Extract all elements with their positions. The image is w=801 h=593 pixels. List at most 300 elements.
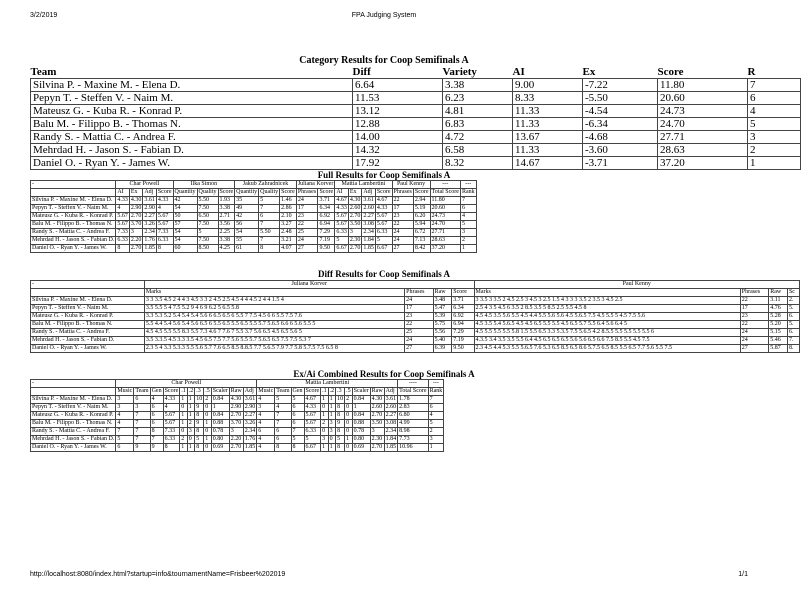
- column-header: Gen: [151, 388, 162, 394]
- value-cell: 1.76: [244, 436, 256, 442]
- value-cell: 7.50: [197, 237, 218, 245]
- value-cell: 3.26: [244, 420, 256, 426]
- table-row: [31, 221, 477, 229]
- value-cell: 24: [392, 229, 413, 237]
- table-row: [31, 205, 477, 213]
- judge-header: Paul Kenny: [392, 181, 430, 189]
- table-row: [31, 337, 800, 345]
- column-header: Score: [319, 189, 334, 195]
- judge-header: ---: [428, 380, 444, 388]
- value-cell: 14.32: [353, 144, 443, 157]
- value-cell: 3.3 5.3 5.2 5.4 5.4 5.4 5.6 6 6.5 6.5 6 5.5 7 7.5 4.5 6 6 5.5 7.5 7.6: [144, 313, 404, 321]
- value-cell: 6: [134, 396, 150, 404]
- value-cell: 23: [296, 213, 318, 221]
- value-cell: 0.69: [211, 444, 229, 452]
- value-cell: 2.70: [230, 412, 242, 418]
- value-cell: 2.71: [218, 213, 235, 221]
- value-cell: 2.10: [280, 213, 297, 221]
- judge-header: Juliana Korver: [297, 181, 334, 187]
- value-cell: 4.30: [371, 396, 383, 402]
- value-cell: 6.33: [156, 237, 173, 245]
- column-header: Raw: [769, 289, 788, 297]
- table-row: [31, 396, 444, 404]
- value-cell: 6: [116, 444, 134, 452]
- value-cell: 8: [116, 245, 130, 253]
- value-cell: 2: [460, 237, 476, 245]
- value-cell: 6.80: [398, 412, 428, 420]
- value-cell: 1: [460, 245, 476, 253]
- value-cell: 0: [321, 404, 329, 412]
- value-cell: 22: [740, 321, 768, 329]
- column-header: Ex: [583, 66, 658, 79]
- value-cell: 0: [345, 444, 353, 452]
- value-cell: 6.58: [443, 144, 513, 157]
- value-cell: 6.67: [304, 444, 321, 452]
- column-header: Adj: [243, 388, 257, 396]
- value-cell: 54: [173, 205, 197, 213]
- value-cell: 7.29: [318, 229, 335, 237]
- blank-cell: [31, 388, 116, 396]
- value-cell: 5: [375, 237, 392, 245]
- judge-header: Char Powell: [116, 380, 257, 388]
- column-header: Quality: [260, 189, 279, 195]
- value-cell: 2.: [787, 297, 799, 305]
- column-header: Diff: [353, 66, 443, 79]
- value-cell: 2.94: [413, 197, 430, 205]
- team-name-cell: Mehrdad H. - Jason S. - Fabian D.: [32, 436, 115, 442]
- value-cell: 5: [748, 118, 801, 131]
- column-header: Marks: [144, 289, 404, 297]
- value-cell: 3: [348, 229, 362, 237]
- value-cell: 0: [204, 444, 212, 452]
- table-row: [31, 321, 800, 329]
- value-cell: 1.84: [363, 237, 374, 243]
- value-cell: 24.73: [658, 105, 748, 118]
- value-cell: 0: [204, 404, 212, 412]
- value-cell: 1: [428, 444, 444, 452]
- table-row: [31, 105, 801, 118]
- judge-header: Mattia Lambertini: [335, 181, 392, 189]
- value-cell: 0.84: [211, 396, 229, 404]
- judge-header: Paul Kenny: [474, 281, 799, 289]
- value-cell: 2: [204, 396, 212, 404]
- value-cell: 2.3 4.5 4.4 5.3 5.5 5.6.5 7.6 5.3 6.5 8.5 6.5 8.6 5.7.5 6.5 8.5 5.5 6.5 7.7 5.6 5.5 7.5: [474, 345, 740, 353]
- value-cell: 61: [235, 245, 259, 253]
- value-cell: 27: [296, 245, 318, 253]
- value-cell: 1: [204, 436, 212, 444]
- value-cell: 6: [291, 404, 304, 412]
- value-cell: 27: [405, 345, 433, 353]
- full-results-title: Full Results for Coop Semifinals A: [317, 170, 451, 180]
- value-cell: 22: [392, 221, 413, 229]
- value-cell: 4: [150, 396, 163, 404]
- team-name-cell: Silvina P. - Maxine M. - Elena D.: [31, 396, 116, 404]
- value-cell: 6.34: [318, 205, 335, 213]
- value-cell: 5: [304, 436, 321, 444]
- value-cell: 10: [196, 396, 203, 402]
- team-name-cell: Pepyn T. - Steffen V. - Naim M.: [31, 92, 353, 105]
- value-cell: 3.21: [280, 237, 297, 245]
- value-cell: 5.5 4.4 5.4 5.6 5.4 5.6 6.5 6 5.5 6.5 5.5 6.5 5.5 5.7 5.6.5 6.6 6 5.6 5.5 5: [144, 321, 404, 329]
- value-cell: 3.11: [769, 297, 788, 305]
- team-name-cell: Mateusz G. - Kuba R. - Konrad P.: [31, 105, 353, 118]
- value-cell: 3 3.5 3 3.5 2 4.5 2.5 3 4.5 3 2.5 1.5 4 3 3 3 3.5 2 3.5 3 4.5 2.5: [474, 297, 740, 305]
- value-cell: 2.90: [244, 404, 256, 410]
- value-cell: 8: [291, 444, 304, 452]
- column-header: Total Score: [431, 189, 459, 195]
- table-row: [31, 157, 801, 170]
- value-cell: 2.90: [230, 404, 242, 410]
- value-cell: 4.33: [163, 396, 180, 404]
- column-header: Sc: [787, 289, 799, 297]
- blank-cell: [31, 189, 116, 197]
- value-cell: 3.27: [280, 221, 297, 229]
- value-cell: 1.85: [385, 444, 397, 450]
- value-cell: 6.34: [452, 305, 474, 313]
- value-cell: 5.47: [433, 305, 452, 313]
- value-cell: 1: [180, 412, 188, 420]
- value-cell: 23: [405, 313, 433, 321]
- value-cell: 3.71: [452, 297, 474, 305]
- value-cell: 3: [328, 420, 336, 428]
- value-cell: 6.33: [163, 436, 180, 444]
- value-cell: 11.33: [513, 144, 583, 157]
- value-cell: 0: [187, 436, 195, 444]
- value-cell: 3: [748, 131, 801, 144]
- value-cell: 10.96: [398, 444, 428, 452]
- category-results-title: Category Results for Coop Semifinals A: [299, 55, 469, 66]
- value-cell: 5: [259, 197, 280, 205]
- exai-results-title: Ex/Ai Combined Results for Coop Semifinals A: [293, 369, 475, 379]
- table-row: [31, 131, 801, 144]
- value-cell: 6.50: [197, 213, 218, 221]
- judge-header: Jakub Zahradnicek: [235, 181, 297, 189]
- value-cell: 1: [321, 412, 329, 420]
- column-header: Music: [258, 388, 274, 394]
- value-cell: 7.29: [452, 329, 474, 337]
- table-row: [31, 444, 444, 452]
- value-cell: 8: [163, 444, 180, 452]
- value-cell: 22: [296, 221, 318, 229]
- value-cell: 0.84: [211, 412, 229, 420]
- value-cell: 3.08: [363, 221, 374, 227]
- value-cell: 1.85: [363, 245, 374, 251]
- value-cell: 5.50: [197, 197, 218, 205]
- value-cell: 5.67: [336, 221, 347, 227]
- value-cell: 7.13: [413, 237, 430, 245]
- value-cell: 24.73: [430, 213, 460, 221]
- value-cell: 8: [195, 412, 204, 420]
- value-cell: 3.08: [385, 420, 397, 426]
- value-cell: 4: [257, 436, 275, 444]
- value-cell: 14.00: [353, 131, 443, 144]
- value-cell: 6: [257, 428, 275, 436]
- team-name-cell: Balu M. - Filippo B. - Thomas N.: [31, 118, 353, 131]
- value-cell: 8.42: [413, 245, 430, 253]
- value-cell: 0.88: [352, 420, 370, 428]
- value-cell: 1: [748, 157, 801, 170]
- column-header: Quantity: [174, 189, 196, 195]
- value-cell: 5.67: [375, 221, 392, 229]
- value-cell: 2: [180, 436, 188, 444]
- value-cell: 0: [345, 428, 353, 436]
- column-header: Raw: [230, 388, 242, 394]
- value-cell: 24: [392, 237, 413, 245]
- value-cell: 9.50: [452, 345, 474, 353]
- value-cell: -6.34: [583, 118, 658, 131]
- value-cell: 7.33: [117, 229, 128, 235]
- value-cell: 5.28: [769, 313, 788, 321]
- value-cell: 24: [296, 237, 318, 245]
- value-cell: 2.90: [144, 205, 155, 211]
- table-row: [31, 237, 477, 245]
- value-cell: 56: [235, 221, 259, 229]
- column-header: Score: [164, 388, 179, 394]
- team-name-cell: Mateusz G. - Kuba R. - Konrad P.: [31, 412, 116, 420]
- table-row: [31, 144, 801, 157]
- value-cell: 20.60: [658, 92, 748, 105]
- value-cell: 6: [150, 420, 163, 428]
- column-header: Adj: [143, 189, 157, 197]
- value-cell: 8: [336, 404, 345, 412]
- value-cell: 24.70: [658, 118, 748, 131]
- value-cell: 5: [460, 221, 476, 229]
- value-cell: 0.78: [352, 428, 370, 436]
- value-cell: -5.50: [583, 92, 658, 105]
- value-cell: 7: [259, 237, 280, 245]
- column-header: Phrases: [393, 189, 412, 195]
- value-cell: 4.67: [304, 396, 321, 404]
- column-header: .2: [329, 388, 335, 394]
- table-row: [31, 345, 800, 353]
- value-cell: 6: [275, 428, 291, 436]
- value-cell: 4.5 4.5 5.5 5.5 8.3 5.5 7.3 4.6 7 7.6 7 5.5 3.7 5.6 6.5 4.5 6.5 5.6 5: [144, 329, 404, 337]
- value-cell: 28.63: [430, 237, 460, 245]
- value-cell: 5: [428, 420, 444, 428]
- value-cell: 1: [211, 404, 229, 412]
- value-cell: 2.70: [371, 444, 383, 450]
- column-header: Raw: [433, 289, 452, 297]
- value-cell: 9: [195, 420, 204, 428]
- column-header: Music: [117, 388, 133, 394]
- column-header: Score: [157, 189, 172, 195]
- value-cell: 1: [328, 412, 336, 420]
- value-cell: 5.67: [117, 221, 128, 227]
- value-cell: 0: [180, 428, 188, 436]
- table-row: [31, 313, 800, 321]
- team-name-cell: Pepyn T. - Steffen V. - Naim M.: [31, 404, 116, 412]
- value-cell: 3: [321, 436, 329, 444]
- value-cell: 2.70: [371, 412, 383, 418]
- value-cell: 5.: [787, 305, 799, 313]
- value-cell: 5.: [787, 321, 799, 329]
- value-cell: 3.5 3.3.5 4.5 3.3 3.5 4.5 6.5 7.5 7.7 5.6 5.5 5.7 5.6.5 6.5 7.5 7.5 5.3 7: [144, 337, 404, 345]
- column-header: Score: [376, 189, 391, 195]
- value-cell: 3.70: [130, 221, 142, 227]
- column-header: Variety: [443, 66, 513, 79]
- value-cell: 7.50: [197, 205, 218, 213]
- value-cell: 9: [134, 444, 150, 452]
- value-cell: 6.64: [353, 79, 443, 92]
- value-cell: 13.12: [353, 105, 443, 118]
- value-cell: 1.84: [385, 436, 397, 442]
- team-name-cell: Mateusz G. - Kuba R. - Konrad P.: [31, 313, 145, 321]
- value-cell: 5.40: [433, 337, 452, 345]
- value-cell: 5.87: [769, 345, 788, 353]
- value-cell: 3.38: [443, 79, 513, 92]
- value-cell: 7: [275, 412, 291, 420]
- value-cell: 20.60: [430, 205, 460, 213]
- value-cell: 2: [748, 144, 801, 157]
- value-cell: 27: [392, 245, 413, 253]
- value-cell: 8.33: [513, 92, 583, 105]
- full-results-table: [30, 180, 477, 253]
- value-cell: 5.67: [304, 420, 321, 428]
- table-row: [31, 118, 801, 131]
- value-cell: 1: [204, 420, 212, 428]
- value-cell: 6.67: [375, 245, 392, 253]
- value-cell: 0: [328, 436, 336, 444]
- value-cell: 5.67: [163, 420, 180, 428]
- team-name-cell: Daniel O. - Ryan Y. - James W.: [31, 345, 145, 353]
- value-cell: 6.23: [443, 92, 513, 105]
- value-cell: 7: [259, 205, 280, 213]
- value-cell: 3.50: [371, 420, 383, 426]
- value-cell: 0.80: [352, 436, 370, 444]
- value-cell: 23: [392, 213, 413, 221]
- value-cell: 6.33: [375, 229, 392, 237]
- corner-cell: -: [31, 181, 116, 189]
- value-cell: 2.70: [349, 245, 361, 251]
- value-cell: 4.5 3.5 5.4 5.6.5 4.5 4.5 6.5 5.5 5.5 4.5 6.5 5.7 5.5 6.4 5.6 6.4 5: [474, 321, 740, 329]
- table-row: [31, 229, 477, 237]
- value-cell: 6: [748, 92, 801, 105]
- value-cell: 3: [328, 428, 336, 436]
- value-cell: 2.90: [130, 205, 142, 211]
- value-cell: 3: [460, 229, 476, 237]
- value-cell: 2.25: [218, 229, 235, 237]
- value-cell: 5: [335, 237, 349, 245]
- team-name-cell: Randy S. - Mattia C. - Andrea F.: [31, 131, 353, 144]
- value-cell: 2.34: [363, 229, 374, 235]
- value-cell: 6: [291, 420, 304, 428]
- value-cell: 3: [229, 428, 243, 436]
- value-cell: 6.20: [413, 213, 430, 221]
- team-name-cell: Silvina P. - Maxine M. - Elena D.: [31, 297, 145, 305]
- value-cell: 7.19: [318, 237, 335, 245]
- value-cell: 2.27: [144, 213, 155, 219]
- value-cell: 5: [195, 436, 204, 444]
- value-cell: 11.80: [430, 197, 460, 205]
- value-cell: 2.30: [349, 237, 361, 243]
- value-cell: 8: [275, 444, 291, 452]
- table-row: [31, 404, 444, 412]
- value-cell: 7: [291, 428, 304, 436]
- value-cell: 37.20: [658, 157, 748, 170]
- value-cell: 2.60: [371, 404, 383, 410]
- value-cell: 22: [740, 297, 768, 305]
- value-cell: 3.61: [363, 197, 374, 203]
- value-cell: 2.70: [349, 213, 361, 219]
- value-cell: 3: [134, 404, 150, 412]
- team-name-cell: Silvina P. - Maxine M. - Elena D.: [31, 79, 353, 92]
- value-cell: 8: [195, 444, 204, 452]
- value-cell: 9: [195, 404, 204, 412]
- value-cell: 6.72: [413, 229, 430, 237]
- value-cell: 3.38: [218, 205, 235, 213]
- value-cell: 4: [428, 412, 444, 420]
- column-header: Phrases: [740, 289, 768, 297]
- column-header: Rank: [461, 189, 475, 195]
- column-header: Total Score: [399, 388, 427, 394]
- value-cell: 4: [163, 404, 180, 412]
- value-cell: 4: [275, 404, 291, 412]
- value-cell: 6.33: [304, 428, 321, 436]
- team-name-cell: Pepyn T. - Steffen V. - Naim M.: [31, 305, 145, 313]
- value-cell: 11.53: [353, 92, 443, 105]
- value-cell: 4.30: [230, 396, 242, 402]
- value-cell: 17: [740, 305, 768, 313]
- print-title: FPA Judging System: [351, 12, 417, 19]
- table-row: [31, 79, 801, 92]
- value-cell: 12.88: [353, 118, 443, 131]
- table-row: [31, 245, 477, 253]
- value-cell: 1: [187, 444, 195, 452]
- value-cell: 8: [336, 428, 345, 436]
- value-cell: 4.30: [349, 197, 361, 203]
- value-cell: 1.93: [218, 197, 235, 205]
- value-cell: 42: [173, 197, 197, 205]
- value-cell: 4.99: [398, 420, 428, 428]
- exai-results-table-wrap: [30, 379, 748, 469]
- value-cell: 4.33: [156, 197, 173, 205]
- value-cell: 5.67: [163, 412, 180, 420]
- judge-header: Ilka Simon: [173, 181, 235, 189]
- value-cell: 54: [173, 237, 197, 245]
- value-cell: 0.84: [352, 396, 370, 404]
- value-cell: 8.98: [398, 428, 428, 436]
- value-cell: 7: [259, 221, 280, 229]
- value-cell: 7.19: [452, 337, 474, 345]
- team-name-cell: Balu M. - Filippo B. - Thomas N.: [31, 221, 116, 229]
- value-cell: 2.83: [398, 404, 428, 412]
- value-cell: 6: [150, 412, 163, 420]
- value-cell: 4.07: [280, 245, 297, 253]
- value-cell: 7.50: [197, 221, 218, 229]
- value-cell: 0: [321, 428, 329, 436]
- value-cell: 5: [275, 396, 291, 404]
- value-cell: 4.76: [769, 305, 788, 313]
- value-cell: 2.48: [280, 229, 297, 237]
- value-cell: 4.5 5.5 5.5 5.5 5.8 1.5 5.5 6.5 3.3 5.3.5 7.5 5.6.5 4.2 8.5.5 5.5 5.5 5.5 5.5 6: [474, 329, 740, 337]
- value-cell: 6.67: [336, 245, 347, 251]
- value-cell: 0: [345, 404, 353, 412]
- value-cell: 6.83: [443, 118, 513, 131]
- column-header: Ex: [348, 189, 362, 197]
- value-cell: 6: [275, 436, 291, 444]
- value-cell: 7: [460, 197, 476, 205]
- column-header: Score: [452, 289, 474, 297]
- value-cell: 35: [235, 197, 259, 205]
- value-cell: 9.00: [513, 79, 583, 92]
- value-cell: 3.71: [318, 197, 335, 205]
- value-cell: 3.61: [244, 396, 256, 402]
- value-cell: 5.56: [433, 329, 452, 337]
- value-cell: 3.61: [144, 197, 155, 203]
- column-header: Raw: [371, 388, 383, 394]
- column-header: Adj: [362, 189, 376, 197]
- team-name-cell: Mehrdad H. - Jason S. - Fabian D.: [31, 337, 145, 345]
